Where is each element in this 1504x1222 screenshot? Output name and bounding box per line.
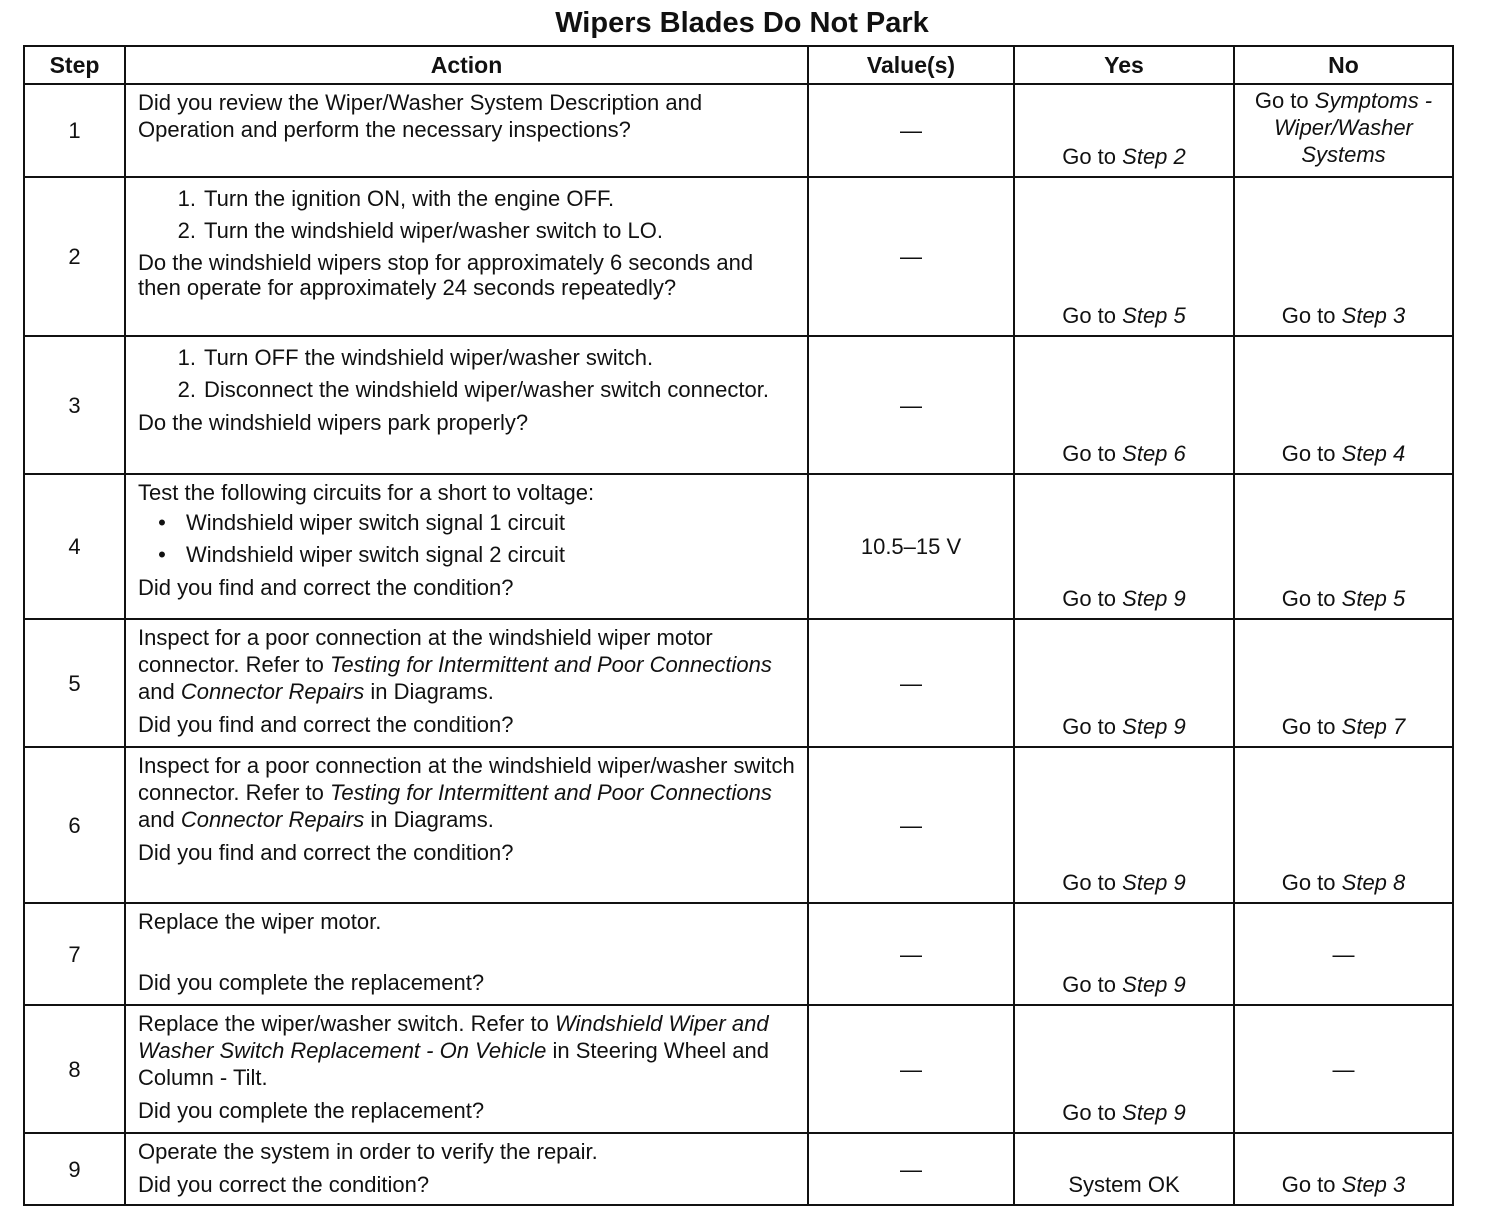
goto-ref: Symptoms - Wiper/Washer Systems xyxy=(1274,88,1433,167)
yes-cell: System OK xyxy=(1014,1133,1234,1205)
goto-ref: Step 9 xyxy=(1122,870,1186,895)
bullet-item: • Windshield wiper switch signal 1 circuit xyxy=(158,510,566,535)
goto-ref: Step 5 xyxy=(1341,586,1406,611)
action-cell xyxy=(125,903,808,1005)
no-cell: — xyxy=(1234,1005,1453,1133)
action-text: Operate the system in order to verify the repair. xyxy=(138,1139,598,1164)
no-cell xyxy=(1234,177,1453,336)
value-cell: — xyxy=(808,619,1014,747)
goto-ref: Step 7 xyxy=(1341,714,1406,739)
value-cell: — xyxy=(808,1005,1014,1133)
goto-prefix: Go to xyxy=(1062,870,1117,895)
goto-prefix: Go to xyxy=(1062,714,1117,739)
yes-cell xyxy=(1014,84,1234,177)
action-cell xyxy=(125,177,808,336)
goto-prefix: Go to xyxy=(1062,303,1117,328)
value-cell: — xyxy=(808,177,1014,336)
action-text: Inspect for a poor connection at the windshield wiper/washer switch connector. Refer to Testing for Intermittent and Poor Connections and Connector Repairs in Diagrams. xyxy=(138,753,795,832)
action-question: Do the windshield wipers stop for approximately 6 seconds and then operate for approximately 24 seconds repeatedly? xyxy=(138,250,754,300)
goto-ref: Step 3 xyxy=(1341,1172,1406,1197)
no-cell xyxy=(1234,747,1453,903)
action-question: Did you find and correct the condition? xyxy=(138,575,514,600)
step-number: 5 xyxy=(24,619,125,747)
table-row xyxy=(24,1005,1453,1133)
table-row xyxy=(24,1133,1453,1205)
diagnostic-table xyxy=(23,45,1454,1206)
step-number: 9 xyxy=(24,1133,125,1205)
action-intro: Test the following circuits for a short to voltage: xyxy=(138,480,595,505)
table-row xyxy=(24,84,1453,177)
yes-cell xyxy=(1014,336,1234,474)
goto-prefix: Go to xyxy=(1254,88,1309,113)
reference-link: Connector Repairs xyxy=(180,679,365,704)
value-cell: — xyxy=(808,747,1014,903)
header-no: No xyxy=(1234,46,1453,84)
value-cell: — xyxy=(808,336,1014,474)
step-number: 6 xyxy=(24,747,125,903)
goto-prefix: Go to xyxy=(1062,1100,1117,1125)
action-cell xyxy=(125,1133,808,1205)
action-cell xyxy=(125,474,808,619)
goto-ref: Step 3 xyxy=(1341,303,1406,328)
numbered-item: 1. Turn OFF the windshield wiper/washer switch. xyxy=(177,345,654,370)
action-text: Did you review the Wiper/Washer System Description and Operation and perform the necessary inspections? xyxy=(138,90,703,142)
yes-cell xyxy=(1014,903,1234,1005)
action-text: Inspect for a poor connection at the windshield wiper motor connector. Refer to Testing for Intermittent and Poor Connections and Connector Repairs in Diagrams. xyxy=(138,625,772,704)
reference-link: Testing for Intermittent and Poor Connections xyxy=(330,780,772,805)
table-row xyxy=(24,619,1453,747)
goto-ref: Step 6 xyxy=(1122,441,1186,466)
numbered-item: 2. Disconnect the windshield wiper/washer switch connector. xyxy=(177,377,769,402)
step-number: 4 xyxy=(24,474,125,619)
header-yes: Yes xyxy=(1014,46,1234,84)
action-cell xyxy=(125,747,808,903)
action-text: Replace the wiper/washer switch. Refer to Windshield Wiper and Washer Switch Replacement - On Vehicle in Steering Wheel and Column - Tilt. xyxy=(138,1011,769,1090)
goto-prefix: Go to xyxy=(1062,972,1117,997)
goto-prefix: Go to xyxy=(1281,870,1336,895)
yes-cell xyxy=(1014,474,1234,619)
table-row xyxy=(24,177,1453,336)
no-cell xyxy=(1234,336,1453,474)
goto-prefix: Go to xyxy=(1281,303,1336,328)
action-question: Did you complete the replacement? xyxy=(138,970,485,995)
action-text: Replace the wiper motor. xyxy=(138,909,382,934)
no-cell xyxy=(1234,1133,1453,1205)
step-number: 3 xyxy=(24,336,125,474)
goto-ref: Step 4 xyxy=(1341,441,1406,466)
numbered-item: 1. Turn the ignition ON, with the engine OFF. xyxy=(177,186,615,211)
yes-cell xyxy=(1014,747,1234,903)
value-cell: — xyxy=(808,84,1014,177)
step-number: 8 xyxy=(24,1005,125,1133)
step-number: 7 xyxy=(24,903,125,1005)
goto-ref: Step 8 xyxy=(1341,870,1406,895)
action-cell xyxy=(125,84,808,177)
table-row xyxy=(24,747,1453,903)
value-cell: — xyxy=(808,1133,1014,1205)
header-step: Step xyxy=(24,46,125,84)
action-question: Did you complete the replacement? xyxy=(138,1098,485,1123)
yes-cell xyxy=(1014,1005,1234,1133)
step-number: 1 xyxy=(24,84,125,177)
step-number: 2 xyxy=(24,177,125,336)
goto-ref: Step 9 xyxy=(1122,714,1186,739)
reference-link: Testing for Intermittent and Poor Connections xyxy=(330,652,772,677)
no-cell: — xyxy=(1234,903,1453,1005)
table-header-row xyxy=(24,46,1453,84)
goto-prefix: Go to xyxy=(1281,714,1336,739)
action-cell xyxy=(125,619,808,747)
numbered-item: 2. Turn the windshield wiper/washer switch to LO. xyxy=(177,218,663,243)
reference-link: Connector Repairs xyxy=(180,807,365,832)
goto-ref: Step 9 xyxy=(1122,1100,1186,1125)
header-values: Value(s) xyxy=(808,46,1014,84)
action-question: Did you find and correct the condition? xyxy=(138,712,514,737)
goto-prefix: Go to xyxy=(1062,586,1117,611)
yes-cell xyxy=(1014,619,1234,747)
goto-prefix: Go to xyxy=(1281,586,1336,611)
goto-prefix: Go to xyxy=(1281,441,1336,466)
no-cell xyxy=(1234,474,1453,619)
table-row xyxy=(24,336,1453,474)
action-cell xyxy=(125,1005,808,1133)
bullet-item: • Windshield wiper switch signal 2 circuit xyxy=(158,542,566,567)
action-question: Did you correct the condition? xyxy=(138,1172,430,1197)
goto-ref: Step 9 xyxy=(1122,586,1186,611)
goto-prefix: Go to xyxy=(1281,1172,1336,1197)
no-cell xyxy=(1234,619,1453,747)
goto-prefix: Go to xyxy=(1062,144,1117,169)
yes-cell xyxy=(1014,177,1234,336)
value-cell: — xyxy=(808,903,1014,1005)
action-question: Do the windshield wipers park properly? xyxy=(138,410,529,435)
page-title: Wipers Blades Do Not Park xyxy=(555,7,929,39)
table-row xyxy=(24,903,1453,1005)
action-question: Did you find and correct the condition? xyxy=(138,840,514,865)
reference-link: Windshield Wiper and Washer Switch Replacement - On Vehicle xyxy=(138,1011,769,1063)
table-row xyxy=(24,474,1453,619)
goto-ref: Step 5 xyxy=(1122,303,1186,328)
goto-prefix: Go to xyxy=(1062,441,1117,466)
goto-ref: Step 9 xyxy=(1122,972,1186,997)
value-cell: 10.5–15 V xyxy=(808,474,1014,619)
action-cell xyxy=(125,336,808,474)
goto-ref: Step 2 xyxy=(1122,144,1186,169)
header-action: Action xyxy=(125,46,808,84)
no-cell xyxy=(1234,84,1453,177)
